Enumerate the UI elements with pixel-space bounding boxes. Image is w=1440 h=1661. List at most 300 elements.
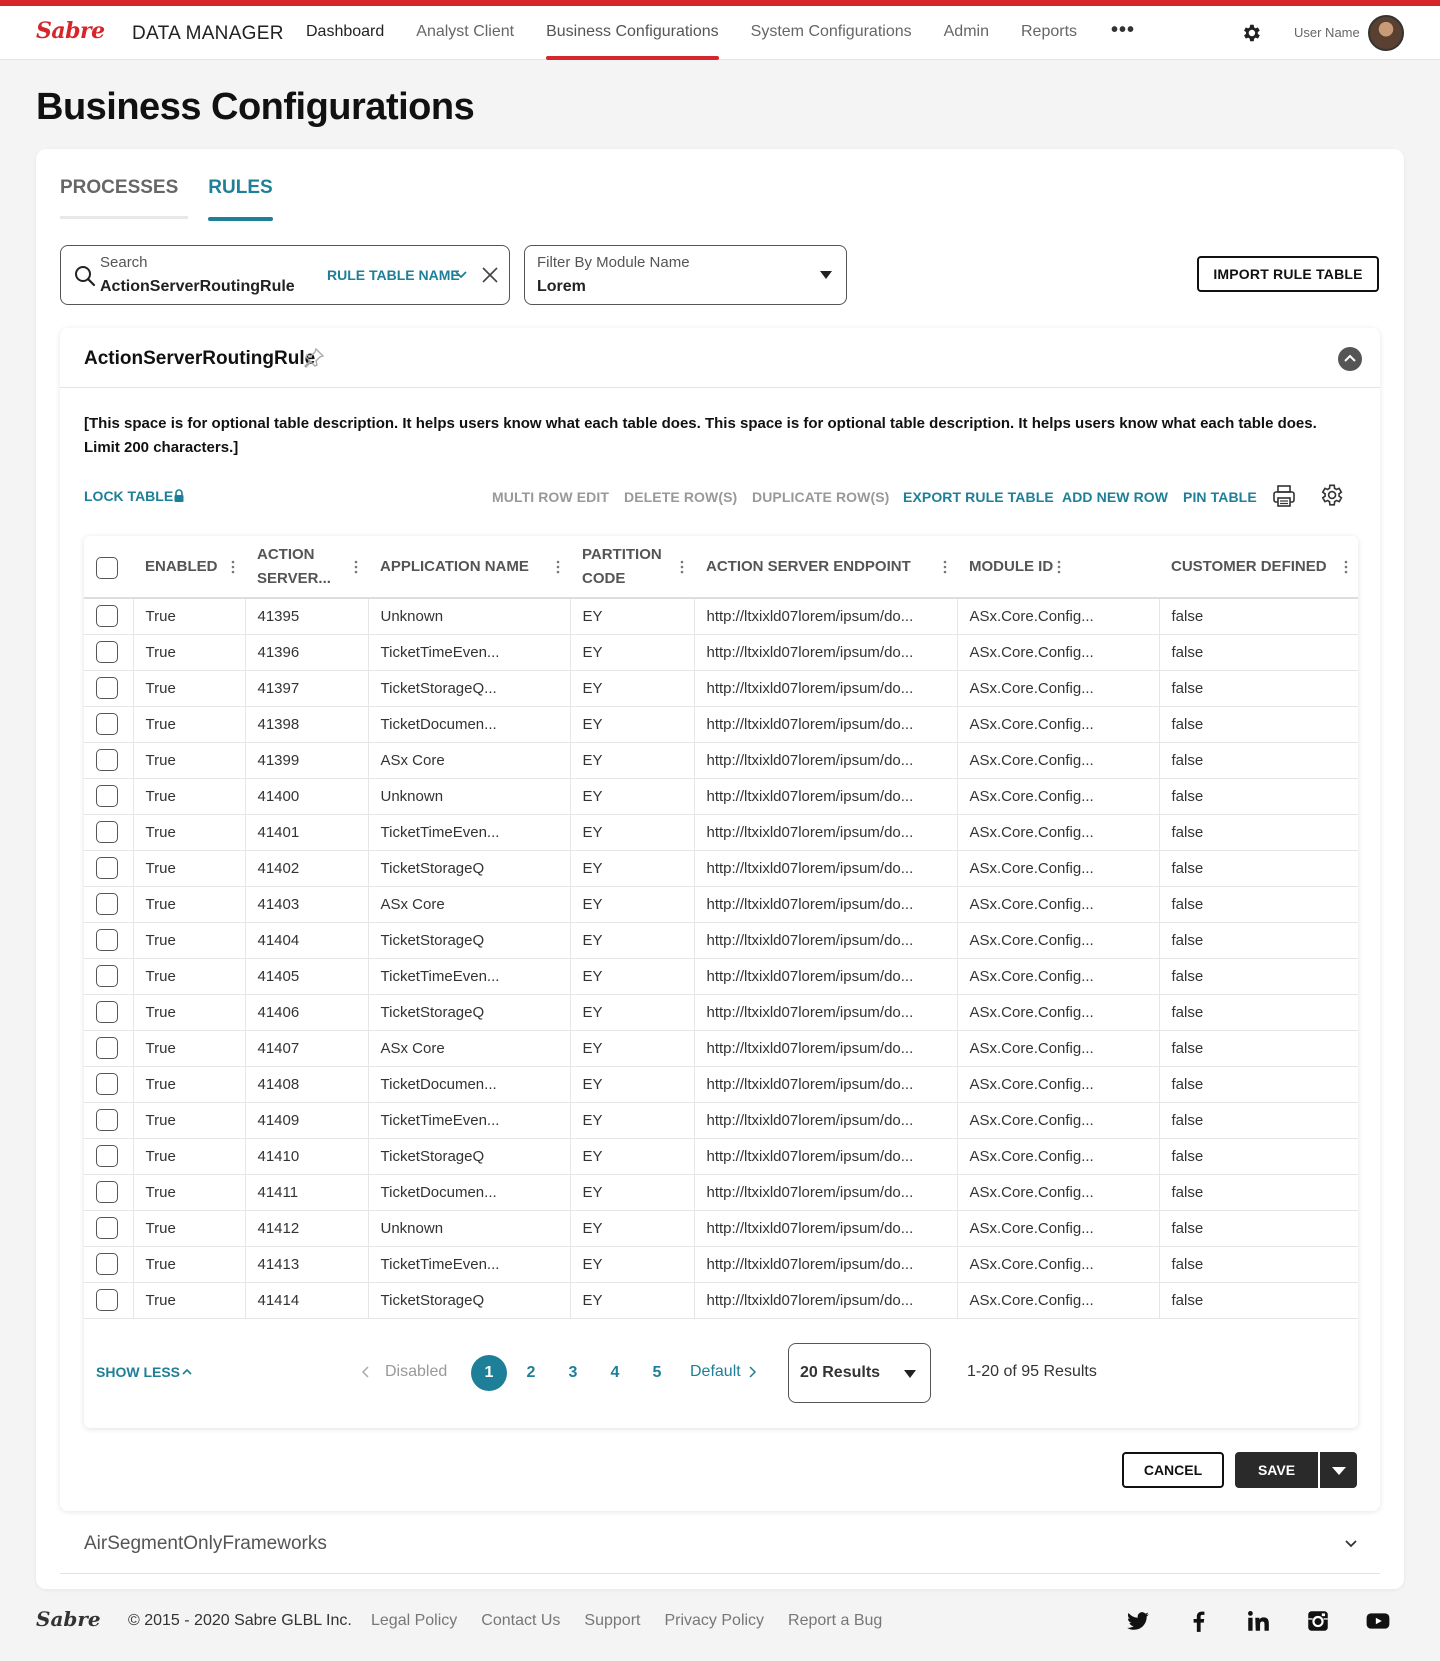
cell-partition-code[interactable]: EY [570, 1210, 694, 1246]
table-row[interactable] [84, 850, 1358, 886]
footer-links [371, 1612, 906, 1630]
cell-application-name[interactable]: ASx Core [368, 742, 570, 778]
filter-label: Filter By Module Name [537, 254, 690, 271]
cell-module-id[interactable]: ASx.Core.Config... [957, 598, 1159, 634]
column-menu-icon[interactable] [943, 560, 947, 574]
multi-row-edit-button[interactable]: MULTI ROW EDIT [492, 489, 610, 505]
cell-action-server[interactable]: 41412 [245, 1210, 368, 1246]
results-per-page-select[interactable] [788, 1343, 931, 1403]
cell-endpoint[interactable]: http://ltxixld07lorem/ipsum/do... [694, 850, 957, 886]
cell-application-name[interactable]: TicketTimeEven... [368, 634, 570, 670]
table-row[interactable] [84, 958, 1358, 994]
row-select-cell [84, 886, 133, 922]
row-select-cell [84, 1246, 133, 1282]
column-menu-icon[interactable] [1057, 560, 1061, 574]
app-name: DATA MANAGER [132, 23, 284, 44]
import-rule-table-button[interactable]: IMPORT RULE TABLE [1197, 256, 1379, 292]
tab-rules[interactable]: RULES [208, 177, 272, 221]
cell-customer-defined[interactable]: false [1159, 1174, 1358, 1210]
cell-partition-code[interactable]: EY [570, 994, 694, 1030]
cell-application-name[interactable]: TicketStorageQ [368, 994, 570, 1030]
cell-enabled[interactable]: True [133, 1246, 245, 1282]
row-select-cell [84, 814, 133, 850]
table-row[interactable] [84, 886, 1358, 922]
search-label: Search [100, 254, 148, 271]
table-row[interactable] [84, 922, 1358, 958]
nav-reports[interactable]: Reports [1020, 23, 1078, 40]
column-header[interactable] [133, 536, 245, 598]
cell-enabled[interactable]: True [133, 850, 245, 886]
cell-enabled[interactable]: True [133, 742, 245, 778]
panel-divider [60, 387, 1380, 388]
column-menu-icon[interactable] [1344, 560, 1348, 574]
cell-customer-defined[interactable]: false [1159, 1030, 1358, 1066]
tab-processes[interactable]: PROCESSES [60, 177, 179, 198]
cell-action-server[interactable]: 41399 [245, 742, 368, 778]
column-header-label: ACTION SERVER... [257, 545, 331, 587]
column-header-label: ACTION SERVER ENDPOINT [706, 557, 911, 575]
table-row[interactable] [84, 670, 1358, 706]
cell-module-id[interactable]: ASx.Core.Config... [957, 886, 1159, 922]
cell-action-server[interactable]: 41410 [245, 1138, 368, 1174]
cell-application-name[interactable]: TicketTimeEven... [368, 1246, 570, 1282]
cell-endpoint[interactable]: http://ltxixld07lorem/ipsum/do... [694, 1030, 957, 1066]
collapsed-panel-divider [60, 1573, 1380, 1574]
nav-more-icon[interactable]: ••• [1111, 19, 1136, 41]
cell-enabled[interactable]: True [133, 994, 245, 1030]
row-select-cell [84, 922, 133, 958]
column-menu-icon[interactable] [354, 560, 358, 574]
row-checkbox[interactable] [96, 1217, 118, 1239]
cell-enabled[interactable]: True [133, 958, 245, 994]
cell-endpoint[interactable]: http://ltxixld07lorem/ipsum/do... [694, 886, 957, 922]
table-header-row [84, 536, 1358, 598]
cell-action-server[interactable]: 41404 [245, 922, 368, 958]
row-select-cell [84, 742, 133, 778]
cell-customer-defined[interactable]: false [1159, 850, 1358, 886]
row-checkbox[interactable] [96, 965, 118, 987]
user-name[interactable]: User Name [1294, 25, 1360, 40]
footer-link-contact-us[interactable]: Contact Us [481, 1612, 561, 1629]
cell-action-server[interactable]: 41396 [245, 634, 368, 670]
page-title: Business Configurations [36, 86, 475, 128]
row-select-cell [84, 1102, 133, 1138]
search-scope-dropdown[interactable]: RULE TABLE NAME [327, 267, 460, 283]
nav-system-configurations[interactable]: System Configurations [750, 23, 912, 40]
cell-partition-code[interactable]: EY [570, 1246, 694, 1282]
cell-action-server[interactable]: 41411 [245, 1174, 368, 1210]
cell-enabled[interactable]: True [133, 634, 245, 670]
row-select-cell [84, 634, 133, 670]
cell-module-id[interactable]: ASx.Core.Config... [957, 1282, 1159, 1318]
cell-action-server[interactable]: 41414 [245, 1282, 368, 1318]
row-checkbox[interactable] [96, 605, 118, 627]
cell-customer-defined[interactable]: false [1159, 1138, 1358, 1174]
footer-link-privacy-policy[interactable]: Privacy Policy [664, 1612, 765, 1629]
cell-partition-code[interactable]: EY [570, 1282, 694, 1318]
cell-partition-code[interactable]: EY [570, 1174, 694, 1210]
row-checkbox[interactable] [96, 929, 118, 951]
cell-action-server[interactable]: 41401 [245, 814, 368, 850]
cell-enabled[interactable]: True [133, 922, 245, 958]
pin-icon[interactable] [303, 347, 325, 369]
cell-enabled[interactable]: True [133, 1102, 245, 1138]
chevron-right-icon[interactable] [746, 1365, 758, 1379]
row-checkbox[interactable] [96, 1109, 118, 1131]
cell-customer-defined[interactable]: false [1159, 1246, 1358, 1282]
delete-rows-button[interactable]: DELETE ROW(S) [624, 489, 738, 505]
row-checkbox[interactable] [96, 641, 118, 663]
cell-module-id[interactable]: ASx.Core.Config... [957, 1246, 1159, 1282]
pagination-next[interactable]: Default [690, 1363, 741, 1380]
cell-customer-defined[interactable]: false [1159, 1066, 1358, 1102]
cell-module-id[interactable]: ASx.Core.Config... [957, 850, 1159, 886]
cell-customer-defined[interactable]: false [1159, 1210, 1358, 1246]
cell-enabled[interactable]: True [133, 598, 245, 634]
cell-endpoint[interactable]: http://ltxixld07lorem/ipsum/do... [694, 1066, 957, 1102]
cell-action-server[interactable]: 41398 [245, 706, 368, 742]
cell-endpoint[interactable]: http://ltxixld07lorem/ipsum/do... [694, 742, 957, 778]
cell-customer-defined[interactable]: false [1159, 922, 1358, 958]
row-checkbox[interactable] [96, 1145, 118, 1167]
column-header[interactable] [694, 536, 957, 598]
cell-enabled[interactable]: True [133, 1174, 245, 1210]
cell-customer-defined[interactable]: false [1159, 706, 1358, 742]
twitter-icon[interactable] [1125, 1608, 1151, 1634]
filter-value[interactable]: Lorem [537, 278, 586, 295]
row-checkbox[interactable] [96, 1253, 118, 1275]
pagination-page-4[interactable]: 4 [610, 1364, 620, 1381]
pagination-prev[interactable]: Disabled [385, 1363, 448, 1380]
table-row[interactable] [84, 1282, 1358, 1318]
table-row[interactable] [84, 1246, 1358, 1282]
config-tabs [60, 177, 303, 221]
row-select-cell [84, 1138, 133, 1174]
row-select-cell [84, 1210, 133, 1246]
cell-partition-code[interactable]: EY [570, 1102, 694, 1138]
main-nav [306, 6, 1109, 60]
table-row[interactable] [84, 1138, 1358, 1174]
chevron-down-icon[interactable] [1343, 1538, 1359, 1550]
table-row[interactable] [84, 1210, 1358, 1246]
cell-partition-code[interactable]: EY [570, 1030, 694, 1066]
row-checkbox[interactable] [96, 821, 118, 843]
cell-module-id[interactable]: ASx.Core.Config... [957, 1030, 1159, 1066]
cell-action-server[interactable]: 41413 [245, 1246, 368, 1282]
cell-partition-code[interactable]: EY [570, 598, 694, 634]
rule-search-field[interactable] [60, 245, 510, 305]
caret-down-icon[interactable] [820, 271, 832, 279]
cell-action-server[interactable]: 41397 [245, 670, 368, 706]
top-header [0, 6, 1440, 60]
column-header-label: PARTITION CODE [582, 545, 662, 587]
chevron-up-icon [1338, 347, 1362, 371]
facebook-icon[interactable] [1186, 1608, 1212, 1634]
cell-endpoint[interactable]: http://ltxixld07lorem/ipsum/do... [694, 922, 957, 958]
cell-endpoint[interactable]: http://ltxixld07lorem/ipsum/do... [694, 1210, 957, 1246]
rule-table [84, 536, 1358, 1319]
search-icon [73, 264, 97, 288]
row-checkbox[interactable] [96, 785, 118, 807]
cell-enabled[interactable]: True [133, 814, 245, 850]
cell-customer-defined[interactable]: false [1159, 814, 1358, 850]
pin-table-button[interactable]: PIN TABLE [1183, 489, 1257, 505]
cell-endpoint[interactable]: http://ltxixld07lorem/ipsum/do... [694, 1174, 957, 1210]
cell-customer-defined[interactable]: false [1159, 1102, 1358, 1138]
chevron-up-icon[interactable] [181, 1366, 193, 1378]
cell-application-name[interactable]: Unknown [368, 1210, 570, 1246]
cell-module-id[interactable]: ASx.Core.Config... [957, 1138, 1159, 1174]
column-menu-icon[interactable] [231, 560, 235, 574]
user-avatar[interactable] [1368, 15, 1404, 51]
cell-customer-defined[interactable]: false [1159, 886, 1358, 922]
cell-partition-code[interactable]: EY [570, 670, 694, 706]
cell-application-name[interactable]: ASx Core [368, 1030, 570, 1066]
cell-enabled[interactable]: True [133, 706, 245, 742]
cell-customer-defined[interactable]: false [1159, 670, 1358, 706]
cell-action-server[interactable]: 41402 [245, 850, 368, 886]
cell-module-id[interactable]: ASx.Core.Config... [957, 1174, 1159, 1210]
search-input[interactable]: ActionServerRoutingRule [100, 278, 295, 295]
row-checkbox[interactable] [96, 1181, 118, 1203]
cell-enabled[interactable]: True [133, 1210, 245, 1246]
column-header[interactable] [245, 536, 368, 598]
row-checkbox[interactable] [96, 677, 118, 699]
cell-endpoint[interactable]: http://ltxixld07lorem/ipsum/do... [694, 706, 957, 742]
row-checkbox[interactable] [96, 857, 118, 879]
column-header-label: APPLICATION NAME [380, 557, 529, 575]
cell-customer-defined[interactable]: false [1159, 778, 1358, 814]
cell-endpoint[interactable]: http://ltxixld07lorem/ipsum/do... [694, 958, 957, 994]
cell-module-id[interactable]: ASx.Core.Config... [957, 1102, 1159, 1138]
cell-module-id[interactable]: ASx.Core.Config... [957, 814, 1159, 850]
cell-enabled[interactable]: True [133, 1030, 245, 1066]
cancel-button[interactable]: CANCEL [1122, 1452, 1224, 1488]
pagination-page-3[interactable]: 3 [568, 1364, 578, 1381]
cell-action-server[interactable]: 41403 [245, 886, 368, 922]
pagination-page-2[interactable]: 2 [526, 1364, 536, 1381]
cell-action-server[interactable]: 41409 [245, 1102, 368, 1138]
row-select-cell [84, 778, 133, 814]
cell-partition-code[interactable]: EY [570, 634, 694, 670]
cell-action-server[interactable]: 41395 [245, 598, 368, 634]
table-row[interactable] [84, 706, 1358, 742]
row-select-cell [84, 598, 133, 634]
row-select-cell [84, 994, 133, 1030]
table-row[interactable] [84, 598, 1358, 634]
cell-enabled[interactable]: True [133, 1066, 245, 1102]
cell-endpoint[interactable]: http://ltxixld07lorem/ipsum/do... [694, 778, 957, 814]
pagination-page-5[interactable]: 5 [652, 1364, 662, 1381]
show-less-button[interactable]: SHOW LESS [96, 1364, 181, 1380]
sabre-logo[interactable]: Sabre [36, 18, 105, 44]
nav-dashboard[interactable]: Dashboard [306, 23, 385, 40]
cell-application-name[interactable]: ASx Core [368, 886, 570, 922]
cell-module-id[interactable]: ASx.Core.Config... [957, 958, 1159, 994]
lock-icon[interactable] [173, 489, 185, 503]
cell-partition-code[interactable]: EY [570, 850, 694, 886]
cell-application-name[interactable]: TicketStorageQ... [368, 670, 570, 706]
row-select-cell [84, 1066, 133, 1102]
results-per-page-value: 20 Results [800, 1364, 881, 1381]
table-settings-gear-icon[interactable] [1318, 482, 1344, 508]
cell-module-id[interactable]: ASx.Core.Config... [957, 994, 1159, 1030]
cell-partition-code[interactable]: EY [570, 1066, 694, 1102]
cell-endpoint[interactable]: http://ltxixld07lorem/ipsum/do... [694, 634, 957, 670]
save-button[interactable]: SAVE [1235, 1452, 1318, 1488]
cell-partition-code[interactable]: EY [570, 922, 694, 958]
cell-endpoint[interactable]: http://ltxixld07lorem/ipsum/do... [694, 814, 957, 850]
cell-application-name[interactable]: TicketStorageQ [368, 1138, 570, 1174]
cell-application-name[interactable]: Unknown [368, 778, 570, 814]
cell-application-name[interactable]: TicketDocumen... [368, 1066, 570, 1102]
cell-customer-defined[interactable]: false [1159, 634, 1358, 670]
table-row[interactable] [84, 814, 1358, 850]
column-header[interactable] [1159, 536, 1358, 598]
cell-module-id[interactable]: ASx.Core.Config... [957, 1210, 1159, 1246]
select-all-cell [84, 536, 133, 598]
chevron-left-icon[interactable] [360, 1365, 372, 1379]
table-row[interactable] [84, 1066, 1358, 1102]
cell-endpoint[interactable]: http://ltxixld07lorem/ipsum/do... [694, 1282, 957, 1318]
instagram-icon[interactable] [1305, 1608, 1331, 1634]
row-checkbox[interactable] [96, 1289, 118, 1311]
cell-action-server[interactable]: 41405 [245, 958, 368, 994]
cell-module-id[interactable]: ASx.Core.Config... [957, 778, 1159, 814]
cell-partition-code[interactable]: EY [570, 886, 694, 922]
table-row[interactable] [84, 742, 1358, 778]
cell-partition-code[interactable]: EY [570, 742, 694, 778]
cell-application-name[interactable]: TicketTimeEven... [368, 1102, 570, 1138]
cell-enabled[interactable]: True [133, 670, 245, 706]
youtube-icon[interactable] [1365, 1608, 1391, 1634]
column-header-label: ENABLED [145, 557, 218, 575]
row-checkbox[interactable] [96, 749, 118, 771]
table-row[interactable] [84, 778, 1358, 814]
cell-endpoint[interactable]: http://ltxixld07lorem/ipsum/do... [694, 670, 957, 706]
cell-partition-code[interactable]: EY [570, 706, 694, 742]
module-filter-select[interactable] [524, 245, 847, 305]
cell-partition-code[interactable]: EY [570, 778, 694, 814]
cell-customer-defined[interactable]: false [1159, 742, 1358, 778]
column-menu-icon[interactable] [556, 560, 560, 574]
cell-action-server[interactable]: 41406 [245, 994, 368, 1030]
cell-application-name[interactable]: TicketTimeEven... [368, 814, 570, 850]
cell-action-server[interactable]: 41408 [245, 1066, 368, 1102]
close-icon[interactable] [481, 266, 499, 284]
cell-customer-defined[interactable]: false [1159, 1282, 1358, 1318]
chevron-down-icon[interactable] [454, 268, 468, 282]
table-row[interactable] [84, 1174, 1358, 1210]
row-select-cell [84, 1282, 133, 1318]
cell-module-id[interactable]: ASx.Core.Config... [957, 634, 1159, 670]
cell-customer-defined[interactable]: false [1159, 958, 1358, 994]
collapsed-rule-table-title[interactable]: AirSegmentOnlyFrameworks [84, 1533, 327, 1554]
save-options-dropdown[interactable] [1320, 1452, 1357, 1488]
footer-link-support[interactable]: Support [584, 1612, 641, 1629]
cell-customer-defined[interactable]: false [1159, 994, 1358, 1030]
row-select-cell [84, 1174, 133, 1210]
cell-application-name[interactable]: Unknown [368, 598, 570, 634]
collapse-panel-icon[interactable] [1338, 347, 1362, 371]
table-description: [This space is for optional table description. It helps users know what each table does. This space is for optional table description. It helps users know what each table does. Limit 200 characters.] [84, 415, 1317, 456]
cell-enabled[interactable]: True [133, 778, 245, 814]
cell-module-id[interactable]: ASx.Core.Config... [957, 670, 1159, 706]
nav-business-configurations[interactable]: Business Configurations [546, 6, 719, 60]
footer-link-legal-policy[interactable]: Legal Policy [371, 1612, 458, 1629]
lock-table-button[interactable]: LOCK TABLE [84, 488, 174, 504]
add-new-row-button[interactable]: ADD NEW ROW [1062, 489, 1169, 505]
cell-enabled[interactable]: True [133, 1138, 245, 1174]
cell-application-name[interactable]: TicketStorageQ [368, 850, 570, 886]
cell-endpoint[interactable]: http://ltxixld07lorem/ipsum/do... [694, 1246, 957, 1282]
settings-gear-icon[interactable] [1240, 22, 1262, 44]
cell-module-id[interactable]: ASx.Core.Config... [957, 922, 1159, 958]
row-select-cell [84, 850, 133, 886]
cell-customer-defined[interactable]: false [1159, 598, 1358, 634]
table-row[interactable] [84, 634, 1358, 670]
cell-application-name[interactable]: TicketDocumen... [368, 706, 570, 742]
cell-module-id[interactable]: ASx.Core.Config... [957, 706, 1159, 742]
cell-action-server[interactable]: 41400 [245, 778, 368, 814]
cell-endpoint[interactable]: http://ltxixld07lorem/ipsum/do... [694, 994, 957, 1030]
nav-admin[interactable]: Admin [943, 23, 989, 40]
duplicate-rows-button[interactable]: DUPLICATE ROW(S) [752, 489, 890, 505]
row-select-cell [84, 1030, 133, 1066]
caret-down-icon [904, 1370, 916, 1378]
column-menu-icon[interactable] [680, 560, 684, 574]
row-checkbox[interactable] [96, 1001, 118, 1023]
select-all-checkbox[interactable] [96, 557, 118, 579]
export-rule-table-button[interactable]: EXPORT RULE TABLE [903, 489, 1054, 505]
column-header[interactable] [368, 536, 570, 598]
footer-sabre-logo[interactable]: Sabre [36, 1607, 101, 1631]
column-header[interactable] [570, 536, 694, 598]
row-checkbox[interactable] [96, 893, 118, 915]
row-select-cell [84, 958, 133, 994]
row-checkbox[interactable] [96, 713, 118, 735]
nav-analyst-client[interactable]: Analyst Client [416, 23, 515, 40]
row-select-cell [84, 670, 133, 706]
cell-endpoint[interactable]: http://ltxixld07lorem/ipsum/do... [694, 1138, 957, 1174]
cell-application-name[interactable]: TicketDocumen... [368, 1174, 570, 1210]
footer-link-report-bug[interactable]: Report a Bug [788, 1612, 883, 1629]
table-row[interactable] [84, 994, 1358, 1030]
cell-endpoint[interactable]: http://ltxixld07lorem/ipsum/do... [694, 598, 957, 634]
table-row[interactable] [84, 1102, 1358, 1138]
print-icon[interactable] [1271, 483, 1297, 509]
column-header[interactable] [957, 536, 1159, 598]
table-row[interactable] [84, 1030, 1358, 1066]
cell-partition-code[interactable]: EY [570, 1138, 694, 1174]
cell-action-server[interactable]: 41407 [245, 1030, 368, 1066]
cell-module-id[interactable]: ASx.Core.Config... [957, 742, 1159, 778]
row-select-cell [84, 706, 133, 742]
cell-partition-code[interactable]: EY [570, 814, 694, 850]
cell-partition-code[interactable]: EY [570, 958, 694, 994]
pagination-page-1[interactable]: 1 [471, 1355, 507, 1391]
linkedin-icon[interactable] [1245, 1608, 1271, 1634]
cell-module-id[interactable]: ASx.Core.Config... [957, 1066, 1159, 1102]
row-checkbox[interactable] [96, 1073, 118, 1095]
cell-enabled[interactable]: True [133, 886, 245, 922]
cell-enabled[interactable]: True [133, 1282, 245, 1318]
cell-application-name[interactable]: TicketTimeEven... [368, 958, 570, 994]
cell-endpoint[interactable]: http://ltxixld07lorem/ipsum/do... [694, 1102, 957, 1138]
cell-application-name[interactable]: TicketStorageQ [368, 922, 570, 958]
row-checkbox[interactable] [96, 1037, 118, 1059]
cell-application-name[interactable]: TicketStorageQ [368, 1282, 570, 1318]
